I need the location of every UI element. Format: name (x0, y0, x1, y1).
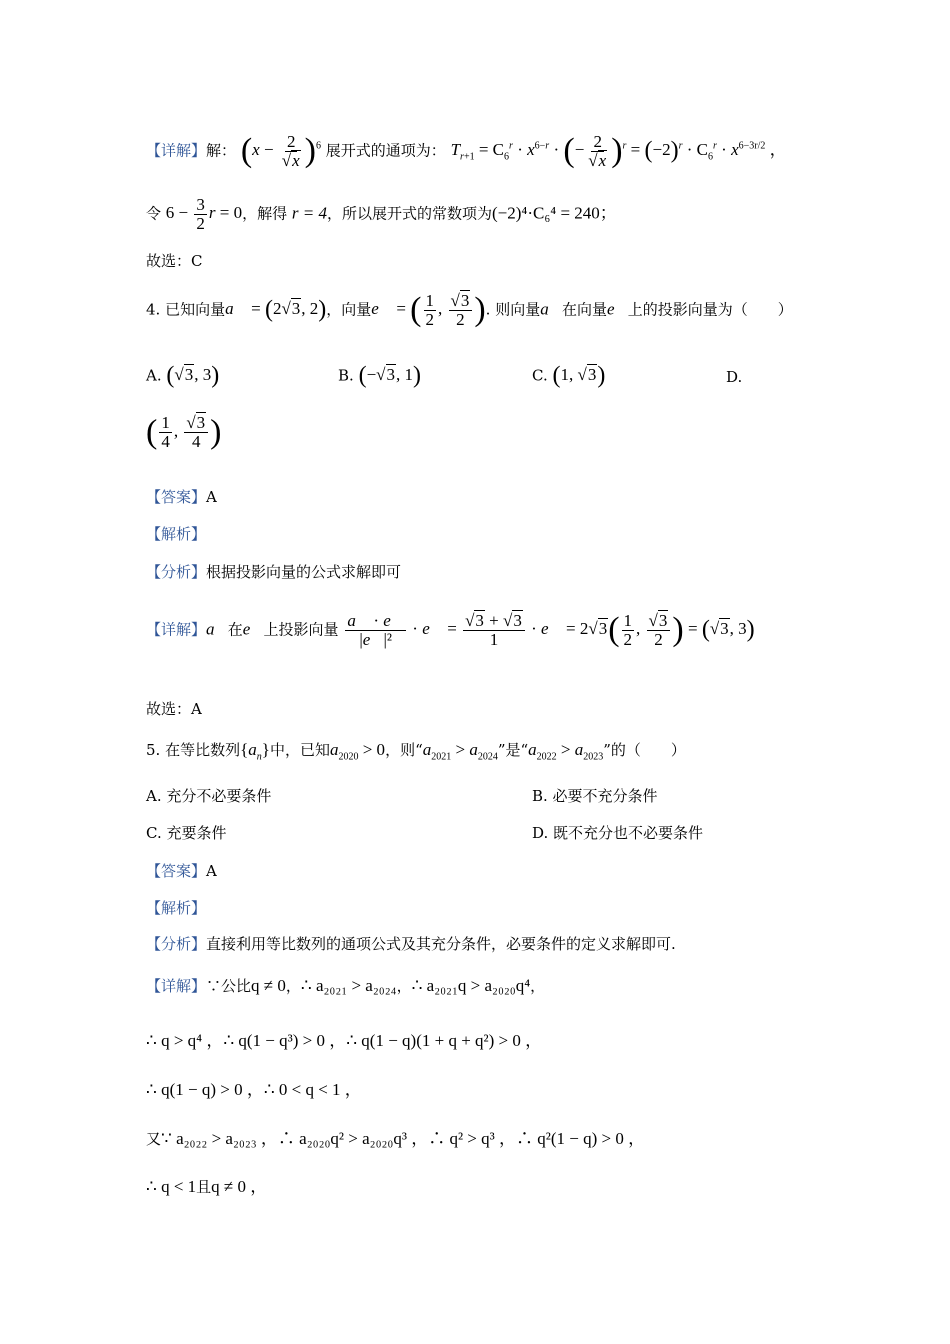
q4-number: 4. (146, 300, 161, 319)
q4-option-a (146, 363, 219, 390)
line2-r: r = 4 (291, 203, 327, 223)
detail-intro: 解： (206, 141, 237, 160)
q5-number: 5. (146, 741, 161, 759)
answer-label: 【答案】 (146, 488, 207, 506)
term-desc: 展开式的通项为： (325, 141, 446, 160)
q5-answer (146, 860, 217, 881)
q5-detail-line-1 (146, 975, 545, 996)
fenxi-text: 直接利用等比数列的通项公式及其充分条件，必要条件的定义求解即可. (206, 935, 676, 953)
sequence-symbol: $\{a_n\}$ (240, 740, 270, 763)
detail-label: 【详解】 (146, 977, 207, 995)
line2-eq: 6 − $\frac{3}{2}$ r = 0 (165, 195, 243, 233)
q3-detail-line (146, 133, 787, 170)
q4-analysis-label: 【解析】 (146, 525, 207, 543)
line2-end: ，所以展开式的常数项为 (327, 204, 493, 223)
vector-e-symbol: e⃗ (242, 619, 264, 639)
answer-value: A (206, 488, 217, 506)
q5-stem-text2: 中，已知 (269, 741, 330, 759)
detail-1a: ∵公比 (206, 977, 252, 995)
projection-formula: $\frac{a⃗ \cdot e⃗}{\text{|e⃗|²}}$ · e⃗ = $\frac{√3 + √3}{1}$ · e⃗ = 2√3( $\frac{1}{2}$ , $\frac{√3}{2}$ ) = (√3, 3) (347, 611, 755, 649)
q5-detail-line-5 (146, 1172, 267, 1197)
q5-option-d: D. 既不充分也不必要条件 (532, 824, 704, 842)
q5-stem-text5: ”的（ ） (603, 741, 686, 759)
q5-stem-text3: ，则“ (385, 741, 423, 759)
answer-label: 【答案】 (146, 862, 207, 880)
fenxi-text: 根据投影向量的公式求解即可 (206, 563, 402, 581)
q5-stem-text1: 在等比数列 (165, 741, 241, 759)
answer-value: A (206, 862, 217, 880)
q4-choice: 故选：A (146, 700, 202, 718)
fenxi-label: 【分析】 (146, 563, 207, 581)
q4-stem (146, 292, 793, 329)
detail-5a: ∴ q < 1 (146, 1177, 197, 1196)
q5-fenxi (146, 933, 676, 954)
q4-stem-text3: . 则向量 (485, 300, 541, 319)
vector-a-symbol: a⃗ (206, 619, 228, 639)
q4-answer (146, 486, 217, 507)
q5-detail-line-4 (146, 1124, 645, 1149)
condition-2: $a_{2022} > a_{2023}$ (528, 740, 604, 763)
q4-stem-text1: 已知向量 (165, 300, 226, 319)
vector-e-symbol: e⃗ (606, 299, 628, 319)
vector-e-def: e⃗ = ( $\frac{1}{2}$ , $\frac{√3}{2}$ ) (371, 291, 486, 329)
q4-stem-text5: 上的投影向量为（ ） (627, 300, 793, 319)
q4-detail (146, 612, 755, 649)
detail-1g: ， (530, 977, 546, 995)
condition-a2020: $a_{2020} > 0$ (329, 740, 386, 763)
q4-option-d-label: D. (726, 368, 743, 386)
q3-constant-term-line (146, 196, 617, 233)
option-b-value: (−√3, 1) (358, 363, 421, 389)
q5-detail-line-3: ∴ q(1 − q) > 0 ，∴ 0 < q < 1 ， (146, 1080, 362, 1099)
general-term-formula: $T_{r+1} = C_6^r \cdot x^{6-r}$ · (− $\frac{2}{√x}$ )$^r = (-2)^r \cdot C_6^r \cdot x^{6-3r/2}$ ， (450, 132, 787, 170)
detail-1d: ∴ a₂₀₂₁ > a₂₀₂₄ (300, 976, 397, 995)
q5-option-c: C. 充要条件 (146, 824, 227, 842)
detail-1f: ∴ a₂₀₂₁q > a₂₀₂₀q⁴ (411, 976, 531, 995)
q5-detail-line-2: ∴ q > q⁴ ，∴ q(1 − q³) > 0 ，∴ q(1 − q)(1 + q + q²) > 0 ， (146, 1031, 543, 1050)
detail-5b: 且 (196, 1178, 212, 1196)
binomial-expression: (x − $\frac{2}{√x}$ )$^6$ (240, 132, 321, 170)
q5-option-b: B. 必要不充分条件 (532, 787, 658, 805)
detail-label: 【详解】 (146, 620, 207, 639)
line2-prefix: 令 (146, 204, 162, 223)
vector-a-def: a⃗ = (2√3, 2) (225, 297, 327, 323)
detail-text1: 在 (227, 620, 243, 639)
option-c-value: (1, √3) (552, 363, 606, 389)
option-b-label: B. (338, 366, 354, 385)
q4-stem-text2: ，向量 (326, 300, 372, 319)
q5-stem-text4: ”是“ (497, 741, 529, 759)
detail-4b: ∵ a₂₀₂₂ > a₂₀₂₃ ，∴ a₂₀₂₀q² > a₂₀₂₀q³ ，∴ q² > q³ ，∴ q²(1 − q) > 0 ， (161, 1129, 646, 1148)
option-c-label: C. (532, 366, 548, 385)
q3-choice: 故选：C (146, 252, 203, 270)
condition-1: $a_{2021} > a_{2024}$ (422, 740, 498, 763)
q5-stem (146, 739, 686, 762)
q4-option-c (532, 363, 605, 390)
q4-option-d-value: ( $\frac{1}{4}$ , $\frac{√3}{4}$ ) (146, 413, 222, 451)
q5-option-a: A. 充分不必要条件 (146, 787, 272, 805)
option-a-value: (√3, 3) (166, 363, 220, 389)
vector-a-symbol: a⃗ (540, 299, 562, 319)
detail-4a: 又 (146, 1130, 162, 1148)
q4-fenxi (146, 561, 401, 582)
fenxi-label: 【分析】 (146, 935, 207, 953)
q4-option-b (338, 363, 421, 390)
q5-analysis-label: 【解析】 (146, 899, 207, 917)
detail-5c: q ≠ 0 ， (211, 1177, 268, 1196)
detail-1c: ， (285, 977, 301, 995)
detail-label: 【详解】 (146, 141, 207, 160)
detail-text2: 上投影向量 (263, 620, 339, 639)
q4-stem-text4: 在向量 (561, 300, 607, 319)
detail-1e: ， (396, 977, 412, 995)
line2-mid: ，解得 (242, 204, 288, 223)
line2-value: (−2)⁴·C₆⁴ = 240； (492, 203, 617, 223)
option-a-label: A. (146, 366, 162, 385)
detail-1b: q ≠ 0 (251, 976, 286, 995)
